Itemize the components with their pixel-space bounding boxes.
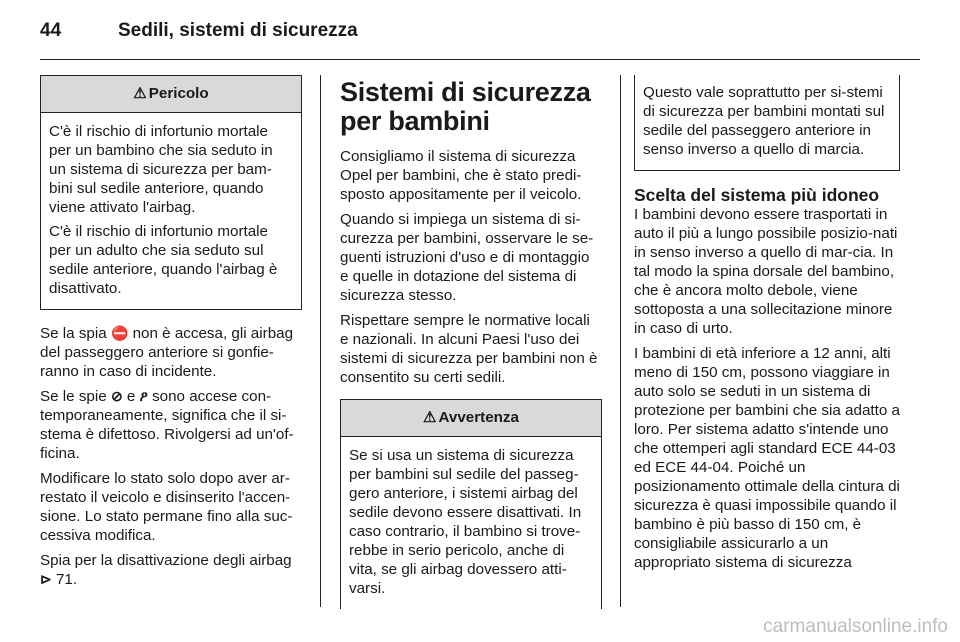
header-rule [40, 59, 920, 60]
warning-triangle-icon: ⚠ [133, 85, 147, 102]
col2-paragraph-3: Rispettare sempre le normative locali e nazionali. In alcuni Paesi l'uso dei sistemi di sicurezza per bambini non è consentito su certi sedili. [340, 312, 598, 386]
seatbelt-icon: ዖ [139, 388, 148, 404]
column-1 [40, 75, 302, 595]
section-heading: Sistemi di sicurezza per bambini [340, 77, 591, 136]
warning-box-continuation: Questo vale soprattutto per si-stemi di sicurezza per bambini montati sul sedile del passeggero anteriore in senso inverso a quello di marcia. [634, 75, 900, 171]
reference-arrow-icon: ⊳ [40, 571, 52, 587]
watermark: carmanualsonline.info [763, 616, 948, 637]
col2-paragraph-2: Quando si impiega un sistema di si-curezza per bambini, osservare le se-guenti istruzioni d'uso e di montaggio e quelle in dotazione del sistema di sicurezza stesso. [340, 211, 594, 304]
danger-box [40, 75, 302, 310]
paragraph-fault-lights: Se le spie ⊘ e ዖ sono accese con-temporaneamente, significa che il si-stema è difettoso. Rivolgersi ad un'of-ficina. [40, 388, 294, 462]
paragraph-reference: Spia per la disattivazione degli airbag ⊳ 71. [40, 552, 292, 588]
airbag-fault-icon: ⊘ [110, 388, 123, 404]
page-reference-link[interactable]: 71. [55, 571, 78, 588]
col2-paragraph-1: Consigliamo il sistema di sicurezza Opel per bambini, che è stato predi-sposto appositamente per il veicolo. [340, 148, 582, 203]
column-divider-1 [320, 75, 321, 607]
column-divider-2 [620, 75, 621, 607]
danger-paragraph-2: C'è il rischio di infortunio mortale per un adulto che sia seduto sul sedile anteriore, quando l'airbag è disattivato. [49, 223, 278, 297]
column-3 [634, 75, 900, 578]
page-title: Sedili, sistemi di sicurezza [118, 20, 358, 41]
subheading: Scelta del sistema più idoneo [634, 185, 880, 205]
warning-box [340, 399, 602, 609]
paragraph-modify-state: Modificare lo stato solo dopo aver ar-restato il veicolo e disinserito l'accen-sione. Lo stato permane fino alla suc-cessiva modifica. [40, 470, 293, 544]
danger-paragraph-1: C'è il rischio di infortunio mortale per un bambino che sia seduto in un sistema di sicurezza per bam-bini sul sedile anteriore, quando viene attivato l'airbag. [49, 123, 273, 216]
col3-paragraph-1: I bambini devono essere trasportati in auto il più a lungo possibile posizio-nati in senso inverso a quello di mar-cia. In tal modo la spina dorsale del bambino, che è ancora molto debole, viene sottoposta a una sollecitazione minore in caso di urto. [634, 206, 898, 337]
page-header [40, 20, 358, 42]
paragraph-airbag-light: Se la spia ⛔ non è accesa, gli airbag del passeggero anteriore si gonfie-ranno in caso di incidente. [40, 325, 294, 380]
col3-paragraph-2: I bambini di età inferiore a 12 anni, alti meno di 150 cm, possono viaggiare in auto solo se seduti in un sistema di protezione per bambini che sia adatto a loro. Per sistema adatto s'intende uno che ottemperi agli standard ECE 44-03 ed ECE 44-04. Poiché un posizionamento ottimale della cintura di sicurezza è quasi impossibile quando il bambino è più basso di 150 cm, è consigliabile assicurarlo a un appropriato sistema di sicurezza [634, 345, 900, 571]
warning-box-heading: ⚠ Avvertenza [341, 400, 601, 437]
page-number: 44 [40, 20, 62, 41]
airbag-off-icon: ⛔ [110, 325, 129, 341]
column-2 [340, 78, 602, 609]
danger-box-heading: ⚠ Pericolo [41, 76, 301, 113]
warning-triangle-icon: ⚠ [423, 409, 437, 426]
warning-box-text: Se si usa un sistema di sicurezza per bambini sul sedile del passeg-gero anteriore, i sistemi airbag del sedile devono essere disattivati. In caso contrario, il bambino si trove-rebbe in serio pericolo, anche di vita, se gli airbag dovessero atti-varsi. [349, 447, 582, 597]
